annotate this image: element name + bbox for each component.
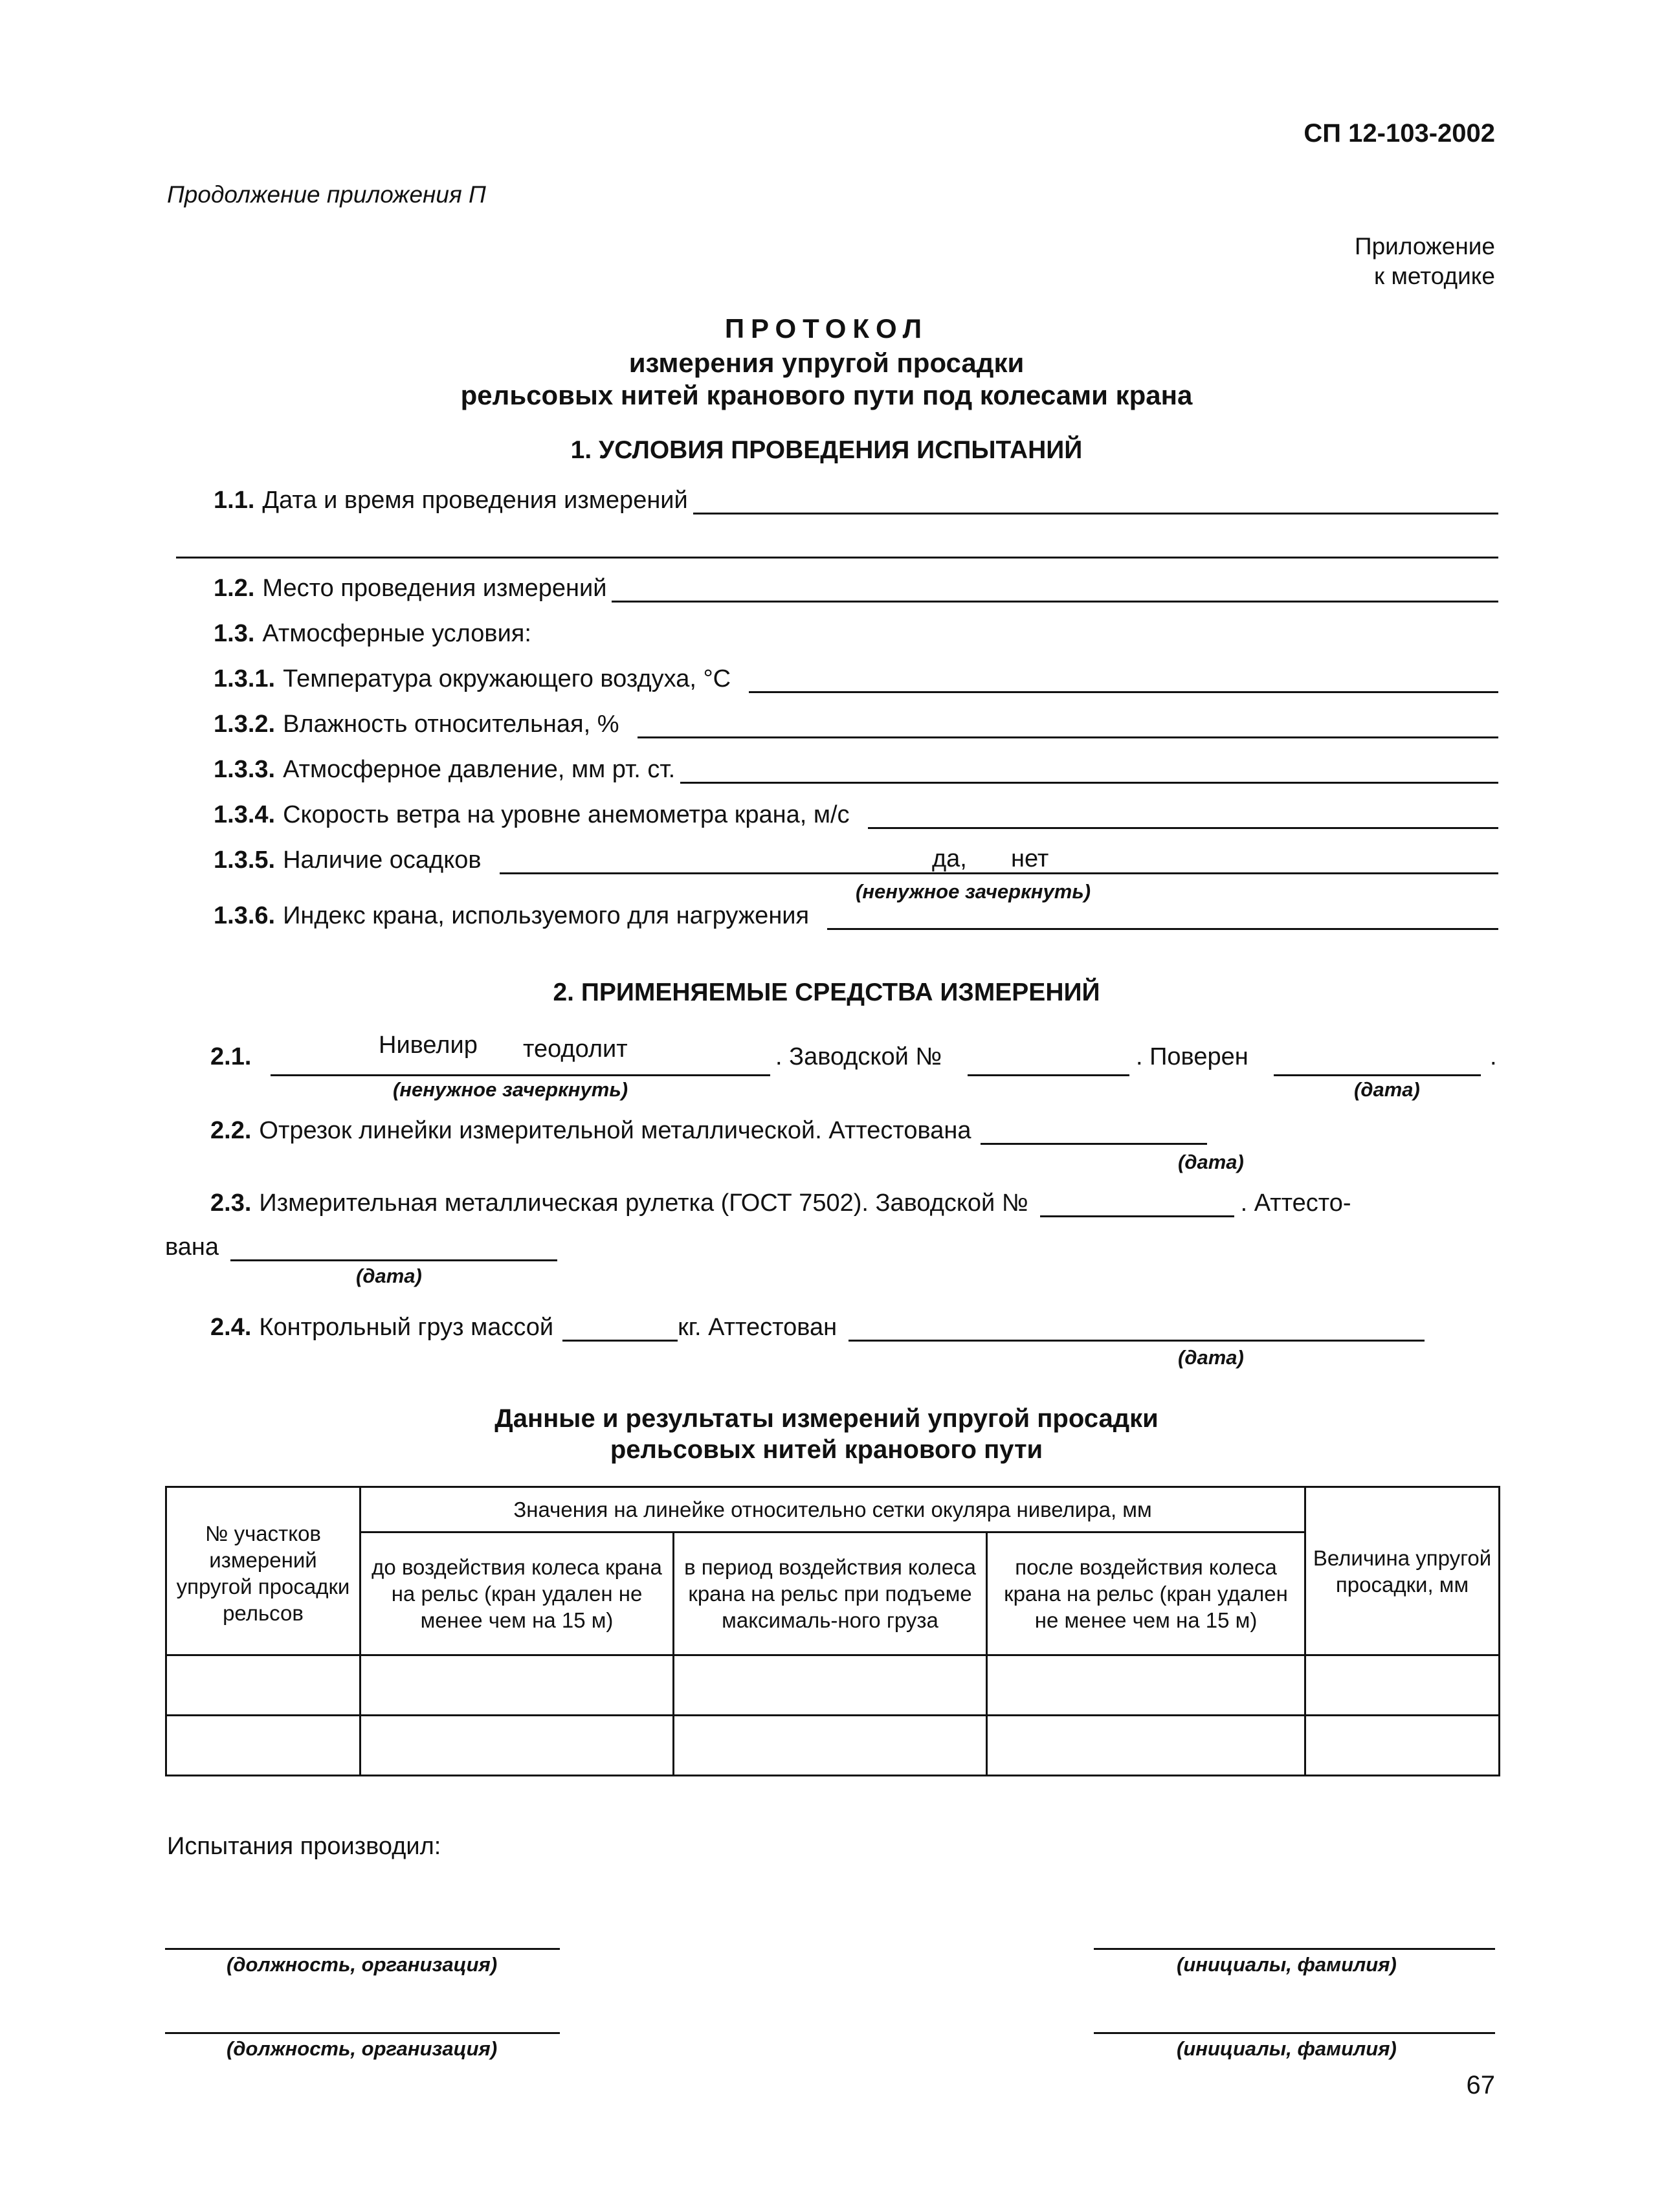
- item-number: 1.3.3.: [214, 756, 276, 783]
- item-number: 1.3.: [214, 620, 255, 647]
- item-1-3-6: [214, 902, 1498, 930]
- item-2-3-continuation: [165, 1233, 557, 1261]
- table-cell[interactable]: [1305, 1655, 1500, 1716]
- table-cell[interactable]: [987, 1716, 1305, 1776]
- date-note: (дата): [1178, 1346, 1244, 1369]
- item-1-3-5: [214, 846, 1498, 874]
- blank-field-serial[interactable]: [968, 1074, 1129, 1076]
- blank-field-instrument[interactable]: [271, 1074, 770, 1076]
- item-1-3-2: [214, 711, 1498, 738]
- item-number: 1.3.1.: [214, 665, 276, 692]
- item-2-1-number: 2.1.: [210, 1043, 252, 1070]
- item-2-2: [210, 1117, 1207, 1145]
- item-number: 2.3.: [210, 1189, 252, 1217]
- blank-field[interactable]: [680, 775, 1498, 784]
- signature-line-name-1[interactable]: [1094, 1948, 1495, 1950]
- item-number: 1.3.4.: [214, 801, 276, 828]
- item-number: 2.4.: [210, 1314, 252, 1341]
- group-header: Значения на линейке относительно сетки окуляра нивелира, мм: [361, 1487, 1305, 1532]
- item-label: Контрольный груз массой: [259, 1314, 554, 1341]
- table-cell[interactable]: [674, 1655, 987, 1716]
- blank-field[interactable]: [981, 1136, 1207, 1145]
- name-caption-2: (инициалы, фамилия): [1177, 2037, 1397, 2060]
- protocol-subtitle-1: измерения упругой просадки: [628, 348, 1025, 378]
- instrument-note: (ненужное зачеркнуть): [393, 1078, 628, 1101]
- item-2-1-end: .: [1490, 1043, 1497, 1070]
- item-label: Индекс крана, используемого для нагружения: [283, 902, 810, 929]
- item-1-3-4: [214, 801, 1498, 829]
- date-note: (дата): [356, 1265, 422, 1287]
- item-1-3-1: [214, 665, 1498, 693]
- table-cell[interactable]: [1305, 1716, 1500, 1776]
- item-label: Атмосферное давление, мм рт. ст.: [283, 756, 676, 783]
- strike-note: (ненужное зачеркнуть): [856, 880, 1091, 903]
- verified-label: . Поверен: [1136, 1043, 1248, 1070]
- blank-field-continuation[interactable]: [176, 557, 1498, 559]
- serial-label: . Заводской №: [775, 1043, 942, 1070]
- item-label: Дата и время проведения измерений: [262, 487, 688, 514]
- table-cell[interactable]: [987, 1655, 1305, 1716]
- item-number: 1.3.5.: [214, 846, 276, 874]
- item-1-2: [214, 575, 1498, 603]
- table-subheader-row: [166, 1532, 1500, 1655]
- signature-line-name-2[interactable]: [1094, 2032, 1495, 2034]
- signature-line-position-1[interactable]: [165, 1948, 560, 1950]
- item-2-4: [210, 1314, 1425, 1342]
- position-caption-2: (должность, организация): [227, 2037, 498, 2060]
- item-tail: . Аттесто-: [1240, 1189, 1351, 1217]
- section-2-heading: 2. ПРИМЕНЯЕМЫЕ СРЕДСТВА ИЗМЕРЕНИЙ: [553, 979, 1100, 1006]
- table-cell[interactable]: [674, 1716, 987, 1776]
- item-label: Отрезок линейки измерительной металлической. Аттестована: [259, 1117, 971, 1144]
- table-cell[interactable]: [361, 1716, 674, 1776]
- item-number: 2.2.: [210, 1117, 252, 1144]
- protocol-subtitle-2: рельсовых нитей кранового пути под колесами крана: [460, 380, 1193, 410]
- tested-by-label: Испытания производил:: [167, 1833, 441, 1860]
- item-label: Атмосферные условия:: [262, 620, 531, 647]
- item-number: 1.1.: [214, 487, 255, 514]
- table-cell[interactable]: [166, 1716, 361, 1776]
- item-label: Влажность относительная, %: [283, 711, 619, 738]
- item-unit: кг. Аттестован: [678, 1314, 838, 1341]
- blank-field[interactable]: [612, 594, 1498, 603]
- option-theodolite: теодолит: [523, 1035, 628, 1063]
- table-row: [166, 1716, 1500, 1776]
- blank-field[interactable]: [827, 922, 1498, 930]
- position-caption-1: (должность, организация): [227, 1953, 498, 1976]
- item-label: Наличие осадков: [283, 846, 482, 874]
- item-number: 1.3.6.: [214, 902, 276, 929]
- blank-field[interactable]: [500, 866, 1498, 874]
- blank-field[interactable]: [868, 821, 1498, 829]
- option-level: Нивелир: [379, 1032, 478, 1059]
- appendix-line-2: к методике: [1374, 263, 1495, 289]
- item-number: 1.3.2.: [214, 711, 276, 738]
- signature-line-position-2[interactable]: [165, 2032, 560, 2034]
- table-header-row: [166, 1487, 1500, 1532]
- col-result-header: Величина упругой просадки, мм: [1305, 1487, 1500, 1655]
- table-title-2: рельсовых нитей кранового пути: [610, 1435, 1043, 1464]
- blank-field-mass[interactable]: [562, 1333, 678, 1342]
- blank-field[interactable]: [638, 730, 1499, 738]
- precip-no: нет: [1011, 845, 1049, 872]
- date-note: (дата): [1178, 1151, 1244, 1173]
- results-table: [165, 1486, 1500, 1776]
- blank-field[interactable]: [749, 685, 1498, 693]
- col-sections-header: № участков измерений упругой просадки рельсов: [166, 1487, 361, 1655]
- item-label: Измерительная металлическая рулетка (ГОСТ 7502). Заводской №: [259, 1189, 1028, 1217]
- section-1-heading: 1. УСЛОВИЯ ПРОВЕДЕНИЯ ИСПЫТАНИЙ: [570, 436, 1083, 464]
- blank-field[interactable]: [230, 1253, 557, 1261]
- document-code: СП 12-103-2002: [1304, 119, 1495, 148]
- item-label: Место проведения измерений: [262, 575, 607, 602]
- blank-field-verified-date[interactable]: [1274, 1074, 1481, 1076]
- appendix-label: [1355, 232, 1495, 291]
- blank-field[interactable]: [849, 1333, 1425, 1342]
- name-caption-1: (инициалы, фамилия): [1177, 1953, 1397, 1976]
- appendix-line-1: Приложение: [1354, 233, 1495, 260]
- table-row: [166, 1655, 1500, 1716]
- protocol-title: ПРОТОКОЛ: [724, 313, 929, 344]
- item-label: Скорость ветра на уровне анемометра крана, м/с: [283, 801, 850, 828]
- item-label: Температура окружающего воздуха, °С: [283, 665, 731, 692]
- item-1-3: [214, 620, 1498, 648]
- item-number: 1.2.: [214, 575, 255, 602]
- blank-field[interactable]: [693, 506, 1498, 514]
- precip-yes: да,: [932, 845, 967, 872]
- item-2-3: [210, 1189, 1351, 1217]
- appendix-continuation: Продолжение приложения П: [167, 181, 486, 208]
- page-number: 67: [1466, 2071, 1495, 2099]
- col-during-header: в период воздействия колеса крана на рельс при подъеме максималь-ного груза: [674, 1532, 987, 1655]
- table-cell[interactable]: [166, 1655, 361, 1716]
- item-label: вана: [165, 1233, 219, 1261]
- item-1-3-3: [214, 756, 1498, 784]
- col-before-header: до воздействия колеса крана на рельс (кран удален не менее чем на 15 м): [361, 1532, 674, 1655]
- date-note: (дата): [1354, 1078, 1420, 1101]
- table-title-1: Данные и результаты измерений упругой просадки: [494, 1404, 1159, 1433]
- col-after-header: после воздействия колеса крана на рельс (кран удален не менее чем на 15 м): [987, 1532, 1305, 1655]
- blank-field[interactable]: [1040, 1209, 1234, 1217]
- item-1-1: [214, 487, 1498, 514]
- table-cell[interactable]: [361, 1655, 674, 1716]
